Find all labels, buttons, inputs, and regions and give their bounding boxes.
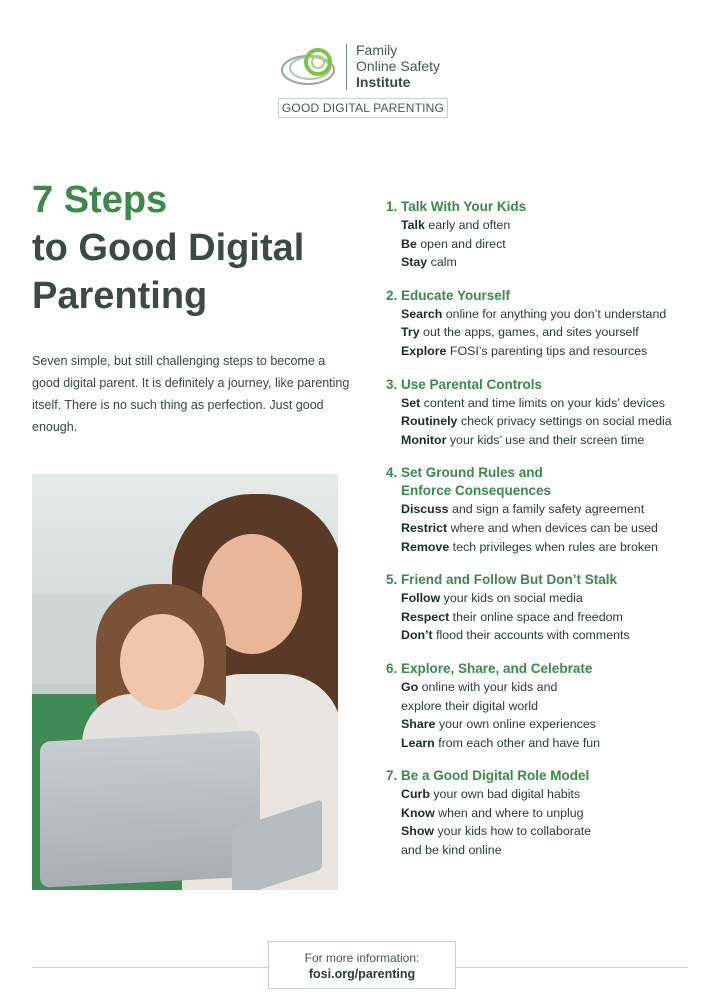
header bbox=[0, 40, 720, 120]
step-item-text: early and often bbox=[424, 218, 511, 232]
title-line3: Parenting bbox=[32, 275, 208, 317]
step-item-text: from each other and have fun bbox=[434, 735, 601, 750]
step-item-text: out the apps, games, and sites yourself bbox=[419, 325, 639, 340]
step-item-keyword: Talk bbox=[401, 218, 425, 232]
step-title-text: 7. Be a Good Digital Role Model bbox=[386, 768, 590, 784]
step-item bbox=[386, 323, 706, 342]
step-item bbox=[386, 216, 706, 235]
step-item-keyword: Remove bbox=[401, 539, 450, 554]
step-item-keyword: Know bbox=[401, 805, 435, 820]
title-line2: to Good Digital bbox=[32, 227, 305, 269]
step-item-text: content and time limits on your kids’ devices bbox=[420, 395, 666, 410]
step-item-keyword: Search bbox=[401, 306, 443, 321]
step-item-text: your kids’ use and their screen time bbox=[446, 432, 645, 447]
step-item bbox=[386, 253, 706, 272]
step-item-text: online with your kids and bbox=[418, 679, 558, 694]
step-item bbox=[386, 715, 706, 734]
step-item-text: their online space and freedom bbox=[449, 609, 623, 624]
step-item-keyword: Try bbox=[401, 325, 420, 340]
step-item-keyword: Stay bbox=[401, 255, 428, 270]
step-item-keyword: Be bbox=[401, 236, 417, 251]
step-title-text-cont: Enforce Consequences bbox=[401, 483, 552, 499]
step-item-text: your kids on social media bbox=[440, 591, 583, 606]
step-item-keyword: Learn bbox=[401, 735, 435, 750]
steps-list bbox=[386, 198, 706, 875]
step-6 bbox=[386, 660, 706, 752]
page-title bbox=[32, 176, 304, 320]
step-title bbox=[386, 198, 706, 216]
step-title-text: 5. Friend and Follow But Don’t Stalk bbox=[386, 572, 618, 588]
step-2 bbox=[386, 287, 706, 361]
step-item-keyword: Explore bbox=[401, 343, 447, 358]
step-item-text: open and direct bbox=[416, 236, 506, 251]
step-item bbox=[386, 697, 706, 716]
step-item-keyword: Don’t bbox=[401, 628, 433, 643]
step-item-text: check privacy settings on social media bbox=[457, 414, 672, 429]
step-item-text: and sign a family safety agreement bbox=[448, 502, 645, 517]
step-item bbox=[386, 305, 706, 324]
footer-link[interactable]: fosi.org/parenting bbox=[308, 967, 416, 981]
step-item-text: explore their digital world bbox=[401, 698, 539, 713]
step-item bbox=[386, 589, 706, 608]
footer-label: For more information: bbox=[304, 951, 420, 965]
step-item-text: flood their accounts with comments bbox=[432, 628, 630, 643]
step-item bbox=[386, 342, 706, 361]
step-item-text: tech privileges when rules are broken bbox=[449, 539, 658, 554]
step-item-text: online for anything you don’t understand bbox=[442, 306, 667, 321]
step-item bbox=[386, 538, 706, 557]
org-name-line3: Institute bbox=[356, 74, 411, 90]
step-title-text: 4. Set Ground Rules and bbox=[386, 465, 543, 481]
step-title bbox=[386, 376, 706, 394]
step-item-keyword: Discuss bbox=[401, 502, 449, 517]
step-item bbox=[386, 235, 706, 254]
step-item-keyword: Respect bbox=[401, 609, 450, 624]
title-line1: 7 Steps bbox=[32, 179, 168, 221]
step-title bbox=[386, 287, 706, 305]
step-item bbox=[386, 678, 706, 697]
step-title-text: 3. Use Parental Controls bbox=[386, 376, 543, 392]
step-title bbox=[386, 660, 706, 678]
tagline: GOOD DIGITAL PARENTING bbox=[278, 98, 448, 118]
step-item-text: FOSI’s parenting tips and resources bbox=[446, 343, 648, 358]
step-item-text: your kids how to collaborate bbox=[434, 824, 592, 839]
step-item-text: when and where to unplug bbox=[434, 805, 584, 820]
step-item bbox=[386, 431, 706, 450]
step-item-keyword: Share bbox=[401, 717, 436, 732]
step-4 bbox=[386, 464, 706, 556]
step-7 bbox=[386, 767, 706, 859]
step-item-keyword: Set bbox=[401, 395, 421, 410]
step-item-keyword: Curb bbox=[401, 787, 430, 802]
step-item bbox=[386, 734, 706, 753]
step-item-text: calm bbox=[427, 255, 457, 270]
step-item bbox=[386, 841, 706, 860]
org-name-line1: Family bbox=[356, 42, 398, 58]
step-item-text: where and when devices can be used bbox=[447, 520, 658, 535]
step-item-text: your own online experiences bbox=[435, 717, 596, 732]
step-item-text: and be kind online bbox=[401, 843, 502, 858]
step-title-text: 2. Educate Yourself bbox=[386, 287, 511, 303]
step-title-text: 6. Explore, Share, and Celebrate bbox=[386, 660, 593, 676]
footer-info-box bbox=[268, 941, 456, 989]
step-title bbox=[386, 464, 706, 500]
step-title bbox=[386, 571, 706, 589]
mother-daughter-laptop-photo bbox=[32, 474, 338, 890]
step-item-keyword: Routinely bbox=[401, 414, 458, 429]
intro-paragraph: Seven simple, but still challenging steps to become a good digital parent. It is definitely a journey, like parenting itself. There is no such thing as perfection. Just good enough. bbox=[32, 354, 350, 434]
step-item bbox=[386, 785, 706, 804]
step-title bbox=[386, 767, 706, 785]
step-item bbox=[386, 519, 706, 538]
step-item bbox=[386, 626, 706, 645]
step-3 bbox=[386, 376, 706, 450]
step-5 bbox=[386, 571, 706, 645]
fosi-logo-icon bbox=[278, 46, 342, 90]
step-item bbox=[386, 394, 706, 413]
org-name bbox=[356, 42, 440, 90]
step-item bbox=[386, 500, 706, 519]
step-1 bbox=[386, 198, 706, 272]
step-title-text: 1. Talk With Your Kids bbox=[386, 199, 527, 214]
step-item-keyword: Follow bbox=[401, 591, 441, 606]
step-item bbox=[386, 822, 706, 841]
step-item-keyword: Show bbox=[401, 824, 435, 839]
org-name-line2: Online Safety bbox=[356, 58, 441, 74]
logo-divider bbox=[346, 44, 347, 90]
step-item bbox=[386, 412, 706, 431]
step-item bbox=[386, 804, 706, 823]
step-item-keyword: Go bbox=[401, 679, 419, 694]
step-item-keyword: Monitor bbox=[401, 432, 447, 447]
step-item-keyword: Restrict bbox=[401, 520, 448, 535]
step-item bbox=[386, 608, 706, 627]
step-item-text: your own bad digital habits bbox=[429, 787, 581, 802]
